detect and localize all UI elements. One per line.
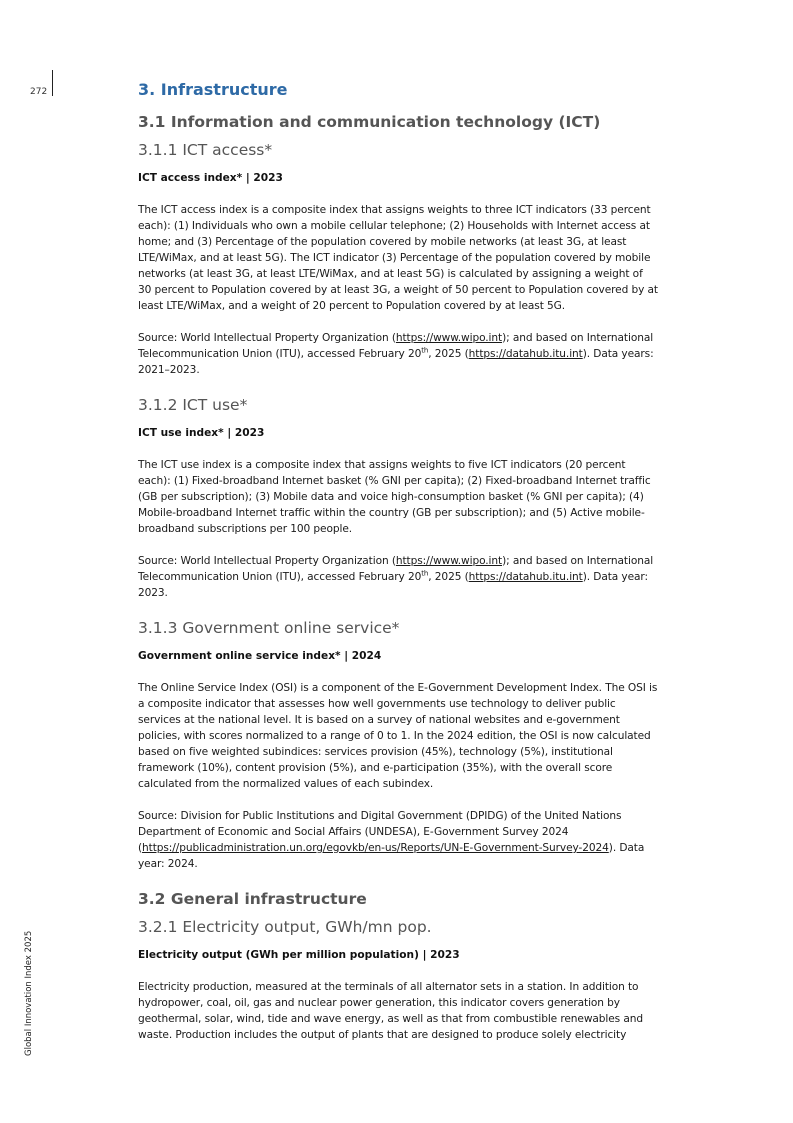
electricity-description: Electricity production, measured at the terminals of all alternator sets in a station. In addition to hydropower, coal, oil, gas and nuclear power generation, this indicator covers generation by geothermal, solar, wind, tide and wave energy, as well as that from combustible renewables and waste. Production includes the output of plants that are designed to produce solely electricity — [138, 981, 643, 1041]
wipo-link[interactable]: https://www.wipo.int — [395, 332, 503, 344]
electricity-title: 3.2.1 Electricity output, GWh/mn pop. — [138, 918, 432, 936]
gov-online-indicator: Government online service index* | 2024 — [138, 650, 382, 662]
electricity-indicator: Electricity output (GWh per million population) | 2023 — [138, 949, 460, 961]
ict-use-description: The ICT use index is a composite index that assigns weights to five ICT indicators (20 percent each): (1) Fixed-broadband Internet basket (% GNI per capita); (2) Fixed-broadband Internet traffic (GB per subscription); (3) Mobile data and voice high-consumption basket (% GNI per capita); (4) Mobile-broadband Internet traffic within the country (GB per subscription); and (5) Active mobile-broadband subscriptions per 100 people. — [138, 459, 651, 535]
ict-access-indicator: ICT access index* | 2023 — [138, 172, 283, 184]
gov-online-source: Source: Division for Public Institutions and Digital Government (DPIDG) of the United Nations Department of Economic and Social Affairs (UNDESA), E-Government Survey 2024 (https://publicadministration.un.org/egovkb/en-us/Reports/UN-E-Government-Survey-2024). Data year: 2024. — [138, 810, 645, 870]
wipo-link[interactable]: https://www.wipo.int — [395, 555, 503, 567]
ict-access-description: The ICT access index is a composite index that assigns weights to three ICT indicators (33 percent each): (1) Individuals who own a mobile cellular telephone; (2) Households with Internet access at home; and (3) Percentage of the population covered by mobile networks (at least 3G, at least LTE/WiMax, and at least 5G). The ICT indicator (3) Percentage of the population covered by mobile networks (at least 3G, at least LTE/WiMax, and at least 5G) is calculated by assigning a weight of 30 percent to Population covered by at least 3G, a weight of 50 percent to Population covered by at least LTE/WiMax, and a weight of 20 percent to Population covered by at least 5G. — [138, 204, 658, 312]
ict-use-indicator: ICT use index* | 2023 — [138, 427, 265, 439]
ict-access-source: Source: World Intellectual Property Organization (https://www.wipo.int); and based on International Telecommunication Union (ITU), accessed February 20th, 2025 (https://datahub.itu.int). Data years: 2021–2023. — [138, 332, 654, 376]
margin-rule — [52, 70, 53, 96]
subsection-general-title: 3.2 General infrastructure — [138, 890, 367, 908]
main-content — [138, 78, 658, 1059]
page-number: 272 — [30, 87, 48, 97]
gov-online-title: 3.1.3 Government online service* — [138, 619, 400, 637]
ict-use-title: 3.1.2 ICT use* — [138, 396, 248, 414]
subsection-ict-title: 3.1 Information and communication technology (ICT) — [138, 113, 601, 131]
itu-link[interactable]: https://datahub.itu.int — [468, 571, 583, 583]
ict-use-source: Source: World Intellectual Property Organization (https://www.wipo.int); and based on International Telecommunication Union (ITU), accessed February 20th, 2025 (https://datahub.itu.int). Data year: 2023. — [138, 555, 654, 599]
un-egov-link[interactable]: https://publicadministration.un.org/egovkb/en-us/Reports/UN-E-Government-Survey-2024 — [142, 842, 609, 854]
section-title: 3. Infrastructure — [138, 80, 288, 99]
ict-access-title: 3.1.1 ICT access* — [138, 141, 273, 159]
running-title: Global Innovation Index 2025 — [24, 930, 34, 1056]
gov-online-description: The Online Service Index (OSI) is a component of the E-Government Development Index. The OSI is a composite indicator that assesses how well governments use technology to deliver public services at the national level. It is based on a survey of national websites and e-government policies, with scores normalized to a range of 0 to 1. In the 2024 edition, the OSI is now calculated based on five weighted subindices: services provision (45%), technology (5%), institutional framework (10%), content provision (5%), and e-participation (35%), with the overall score calculated from the normalized values of each subindex. — [138, 682, 658, 790]
itu-link[interactable]: https://datahub.itu.int — [468, 348, 583, 360]
